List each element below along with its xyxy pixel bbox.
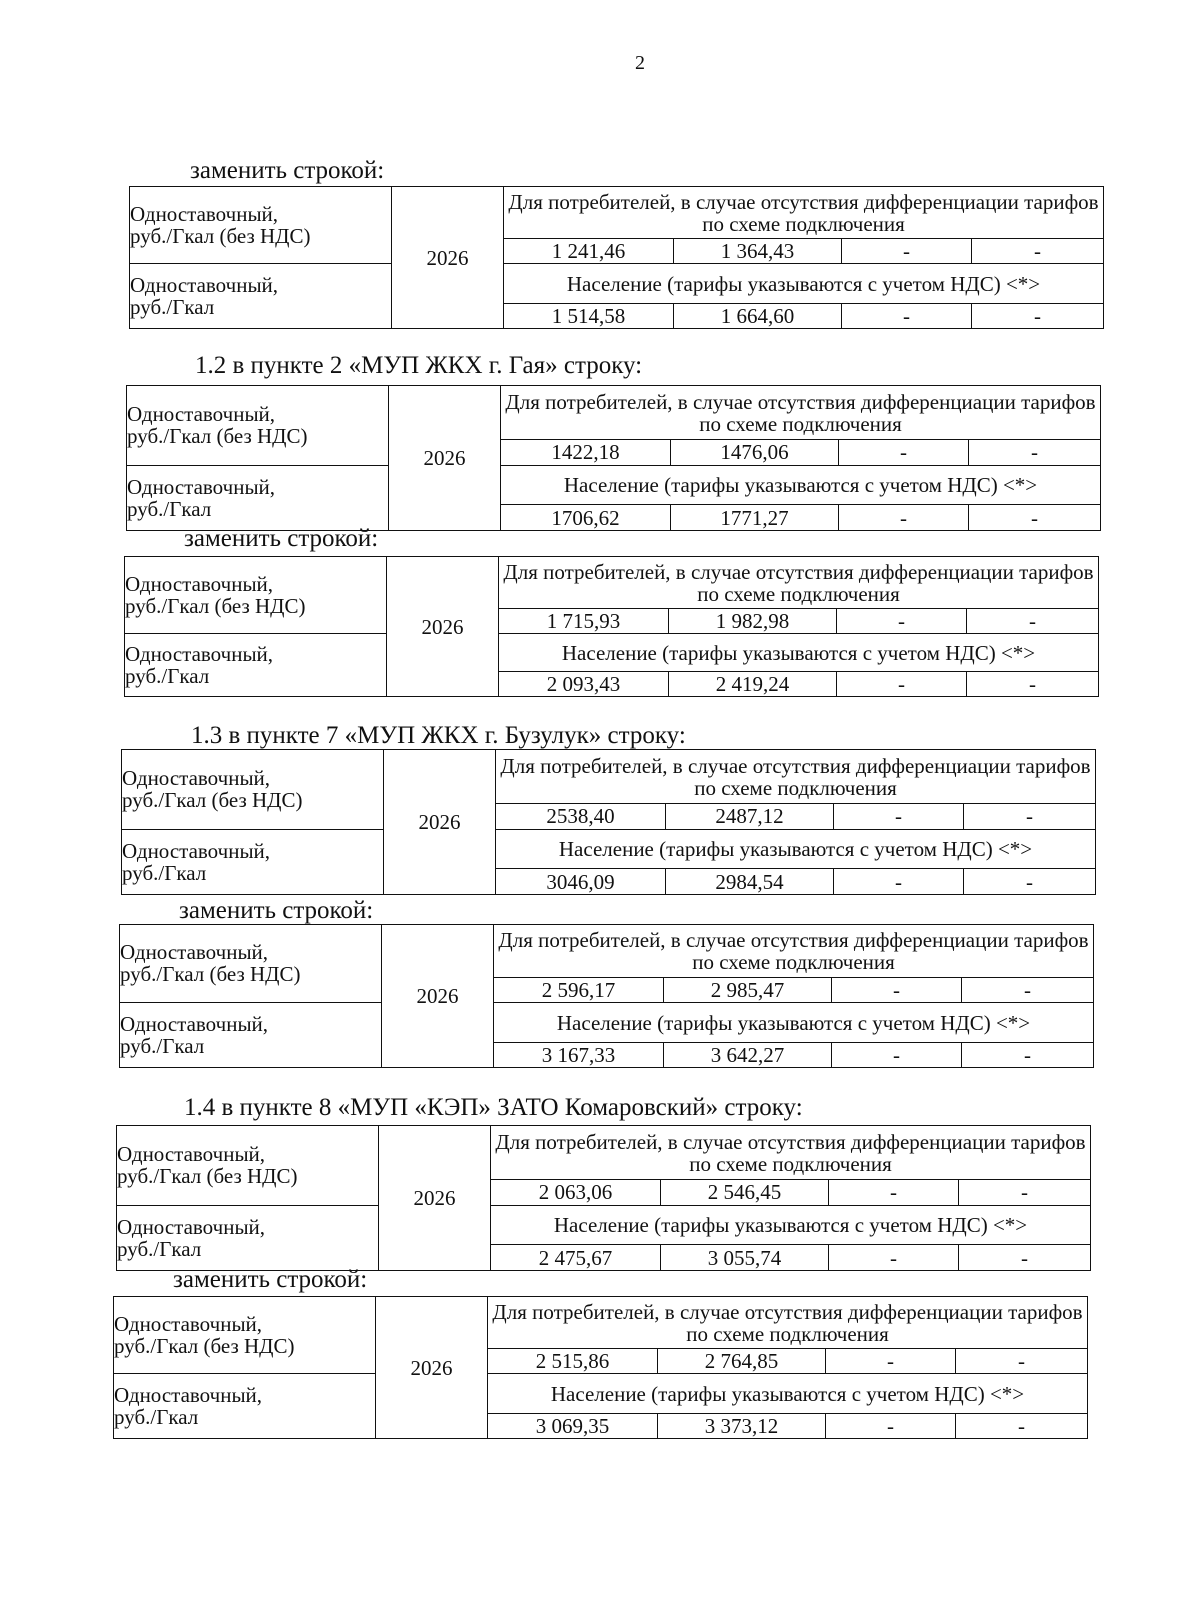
section-heading: заменить строкой:: [173, 1266, 368, 1293]
label-line: руб./Гкал: [122, 860, 207, 885]
year-cell: 2026: [384, 750, 496, 895]
label-line: Одноставочный,: [114, 1382, 263, 1407]
label-line: Одноставочный,: [125, 571, 274, 596]
dash-cell: -: [964, 804, 1096, 830]
dash-cell: -: [964, 869, 1096, 895]
dash-cell: -: [829, 1180, 959, 1206]
section-heading: заменить строкой:: [190, 157, 385, 184]
label-line: руб./Гкал: [120, 1033, 205, 1058]
value-cell: 2 093,43: [499, 672, 669, 697]
tariff-table: [119, 924, 1094, 1068]
tariff-label-no-vat: [127, 386, 389, 466]
value-cell: 2984,54: [666, 869, 834, 895]
value-cell: 2487,12: [666, 804, 834, 830]
section-heading: заменить строкой:: [179, 897, 374, 924]
tariff-label-no-vat: [130, 187, 392, 264]
tariff-table: [113, 1296, 1088, 1439]
value-cell: 1 364,43: [674, 239, 842, 264]
tariff-label-with-vat: [127, 465, 389, 530]
dash-cell: -: [959, 1245, 1091, 1271]
label-line: руб./Гкал (без НДС): [120, 962, 301, 987]
population-header: Население (тарифы указываются с учетом НДС) <*>: [504, 263, 1104, 304]
tariff-table: [126, 385, 1101, 531]
label-line: руб./Гкал: [130, 294, 215, 319]
tariff-table: [121, 749, 1096, 895]
page-number: 2: [635, 52, 645, 74]
tariff-label-no-vat: [122, 750, 384, 830]
label-line: Одноставочный,: [122, 838, 271, 863]
value-cell: 3 373,12: [658, 1414, 826, 1439]
label-line: Одноставочный,: [117, 1214, 266, 1239]
population-header: Население (тарифы указываются с учетом НДС) <*>: [501, 465, 1101, 505]
year-cell: 2026: [382, 925, 494, 1068]
population-header: Население (тарифы указываются с учетом НДС) <*>: [496, 829, 1096, 869]
section-heading: 1.2 в пункте 2 «МУП ЖКХ г. Гая» строку:: [195, 352, 643, 379]
value-cell: 1 241,46: [504, 239, 674, 264]
dash-cell: -: [829, 1245, 959, 1271]
value-cell: 2 596,17: [494, 978, 664, 1003]
value-cell: 2 063,06: [491, 1180, 661, 1206]
value-cell: 2 475,67: [491, 1245, 661, 1271]
tariff-label-with-vat: [114, 1373, 376, 1438]
consumer-header: Для потребителей, в случае отсутствия дифференциации тарифов по схеме подключения: [491, 1126, 1091, 1180]
dash-cell: -: [834, 869, 964, 895]
dash-cell: -: [969, 505, 1101, 531]
dash-cell: -: [967, 672, 1099, 697]
dash-cell: -: [837, 672, 967, 697]
value-cell: 2 419,24: [669, 672, 837, 697]
dash-cell: -: [837, 609, 967, 634]
section-heading: заменить строкой:: [184, 525, 379, 552]
dash-cell: -: [956, 1349, 1088, 1374]
tariff-label-no-vat: [125, 557, 387, 634]
label-line: руб./Гкал: [125, 663, 210, 688]
value-cell: 1422,18: [501, 440, 671, 466]
year-cell: 2026: [376, 1297, 488, 1439]
consumer-header: Для потребителей, в случае отсутствия дифференциации тарифов по схеме подключения: [494, 925, 1094, 978]
label-line: руб./Гкал: [127, 496, 212, 521]
dash-cell: -: [826, 1349, 956, 1374]
year-cell: 2026: [387, 557, 499, 697]
label-line: Одноставочный,: [120, 1011, 269, 1036]
label-line: Одноставочный,: [130, 272, 279, 297]
tariff-label-no-vat: [117, 1126, 379, 1206]
label-line: Одноставочный,: [120, 940, 269, 965]
dash-cell: -: [842, 239, 972, 264]
tariff-table: [124, 556, 1099, 697]
value-cell: 2538,40: [496, 804, 666, 830]
dash-cell: -: [969, 440, 1101, 466]
population-header: Население (тарифы указываются с учетом НДС) <*>: [494, 1002, 1094, 1043]
dash-cell: -: [956, 1414, 1088, 1439]
tariff-label-with-vat: [130, 263, 392, 328]
tariff-table: [129, 186, 1104, 329]
label-line: Одноставочный,: [125, 641, 274, 666]
value-cell: 3 069,35: [488, 1414, 658, 1439]
section-heading: 1.3 в пункте 7 «МУП ЖКХ г. Бузулук» строку:: [191, 722, 686, 749]
dash-cell: -: [834, 804, 964, 830]
year-cell: 2026: [379, 1126, 491, 1271]
value-cell: 3046,09: [496, 869, 666, 895]
section-heading: 1.4 в пункте 8 «МУП «КЭП» ЗАТО Комаровский» строку:: [184, 1094, 803, 1121]
dash-cell: -: [842, 304, 972, 329]
label-line: руб./Гкал (без НДС): [114, 1333, 295, 1358]
label-line: руб./Гкал (без НДС): [130, 223, 311, 248]
value-cell: 2 764,85: [658, 1349, 826, 1374]
year-cell: 2026: [389, 386, 501, 531]
value-cell: 3 167,33: [494, 1043, 664, 1068]
label-line: Одноставочный,: [130, 201, 279, 226]
label-line: Одноставочный,: [122, 766, 271, 791]
label-line: руб./Гкал: [114, 1404, 199, 1429]
value-cell: 2 985,47: [664, 978, 832, 1003]
dash-cell: -: [839, 440, 969, 466]
dash-cell: -: [967, 609, 1099, 634]
dash-cell: -: [832, 1043, 962, 1068]
tariff-label-no-vat: [114, 1297, 376, 1374]
dash-cell: -: [959, 1180, 1091, 1206]
value-cell: 1 715,93: [499, 609, 669, 634]
value-cell: 1 982,98: [669, 609, 837, 634]
consumer-header: Для потребителей, в случае отсутствия дифференциации тарифов по схеме подключения: [499, 557, 1099, 609]
consumer-header: Для потребителей, в случае отсутствия дифференциации тарифов по схеме подключения: [504, 187, 1104, 239]
dash-cell: -: [832, 978, 962, 1003]
value-cell: 1 664,60: [674, 304, 842, 329]
label-line: руб./Гкал (без НДС): [117, 1164, 298, 1189]
dash-cell: -: [826, 1414, 956, 1439]
dash-cell: -: [972, 239, 1104, 264]
label-line: руб./Гкал: [117, 1236, 202, 1261]
value-cell: 2 515,86: [488, 1349, 658, 1374]
label-line: руб./Гкал (без НДС): [122, 788, 303, 813]
consumer-header: Для потребителей, в случае отсутствия дифференциации тарифов по схеме подключения: [488, 1297, 1088, 1349]
label-line: Одноставочный,: [127, 402, 276, 427]
year-cell: 2026: [392, 187, 504, 329]
tariff-label-no-vat: [120, 925, 382, 1003]
tariff-label-with-vat: [117, 1205, 379, 1270]
label-line: Одноставочный,: [114, 1311, 263, 1336]
label-line: руб./Гкал (без НДС): [127, 424, 308, 449]
population-header: Население (тарифы указываются с учетом НДС) <*>: [488, 1373, 1088, 1414]
tariff-label-with-vat: [120, 1002, 382, 1067]
consumer-header: Для потребителей, в случае отсутствия дифференциации тарифов по схеме подключения: [496, 750, 1096, 804]
tariff-label-with-vat: [125, 633, 387, 696]
dash-cell: -: [972, 304, 1104, 329]
label-line: Одноставочный,: [117, 1142, 266, 1167]
population-header: Население (тарифы указываются с учетом НДС) <*>: [499, 633, 1099, 672]
label-line: Одноставочный,: [127, 474, 276, 499]
dash-cell: -: [962, 978, 1094, 1003]
value-cell: 1706,62: [501, 505, 671, 531]
dash-cell: -: [839, 505, 969, 531]
population-header: Население (тарифы указываются с учетом НДС) <*>: [491, 1205, 1091, 1245]
value-cell: 1771,27: [671, 505, 839, 531]
value-cell: 1476,06: [671, 440, 839, 466]
label-line: руб./Гкал (без НДС): [125, 593, 306, 618]
value-cell: 3 055,74: [661, 1245, 829, 1271]
tariff-table: [116, 1125, 1091, 1271]
consumer-header: Для потребителей, в случае отсутствия дифференциации тарифов по схеме подключения: [501, 386, 1101, 440]
tariff-label-with-vat: [122, 829, 384, 894]
dash-cell: -: [962, 1043, 1094, 1068]
value-cell: 3 642,27: [664, 1043, 832, 1068]
value-cell: 2 546,45: [661, 1180, 829, 1206]
value-cell: 1 514,58: [504, 304, 674, 329]
